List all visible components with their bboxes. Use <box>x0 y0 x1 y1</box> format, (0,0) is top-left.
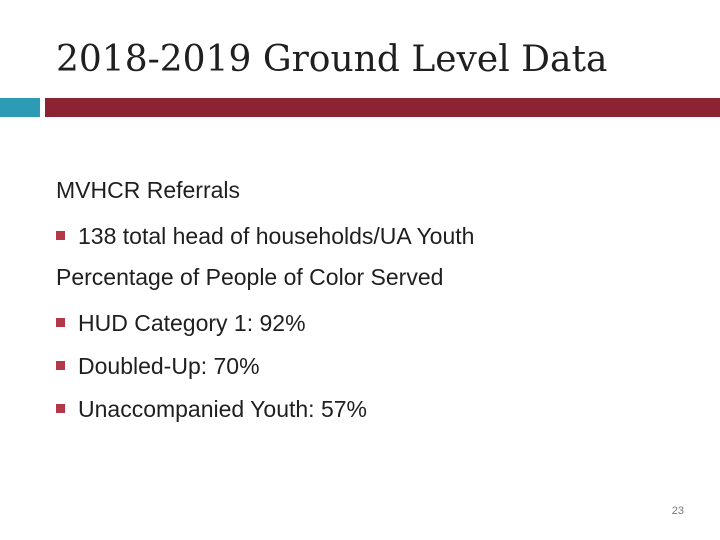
section-heading-referrals: MVHCR Referrals <box>56 177 241 203</box>
square-bullet-icon <box>56 231 65 240</box>
list-item-text: Unaccompanied Youth: 57% <box>78 395 367 422</box>
list-item-text: HUD Category 1: 92% <box>78 309 306 336</box>
square-bullet-icon <box>56 318 65 327</box>
list-item-text: 138 total head of households/UA Youth <box>78 222 475 249</box>
list-item <box>56 387 676 430</box>
list-item <box>56 301 676 344</box>
slide-content <box>56 170 676 430</box>
square-bullet-icon <box>56 361 65 370</box>
square-bullet-icon <box>56 404 65 413</box>
page-number: 23 <box>671 505 684 517</box>
title-rule-bar <box>45 98 720 117</box>
slide-title: 2018-2019 Ground Level Data <box>56 39 608 80</box>
list-item <box>56 344 676 387</box>
list-item <box>56 214 676 257</box>
section-heading-people-of-color: Percentage of People of Color Served <box>56 264 444 290</box>
title-accent-bar <box>0 98 40 117</box>
list-item-text: Doubled-Up: 70% <box>78 352 260 379</box>
